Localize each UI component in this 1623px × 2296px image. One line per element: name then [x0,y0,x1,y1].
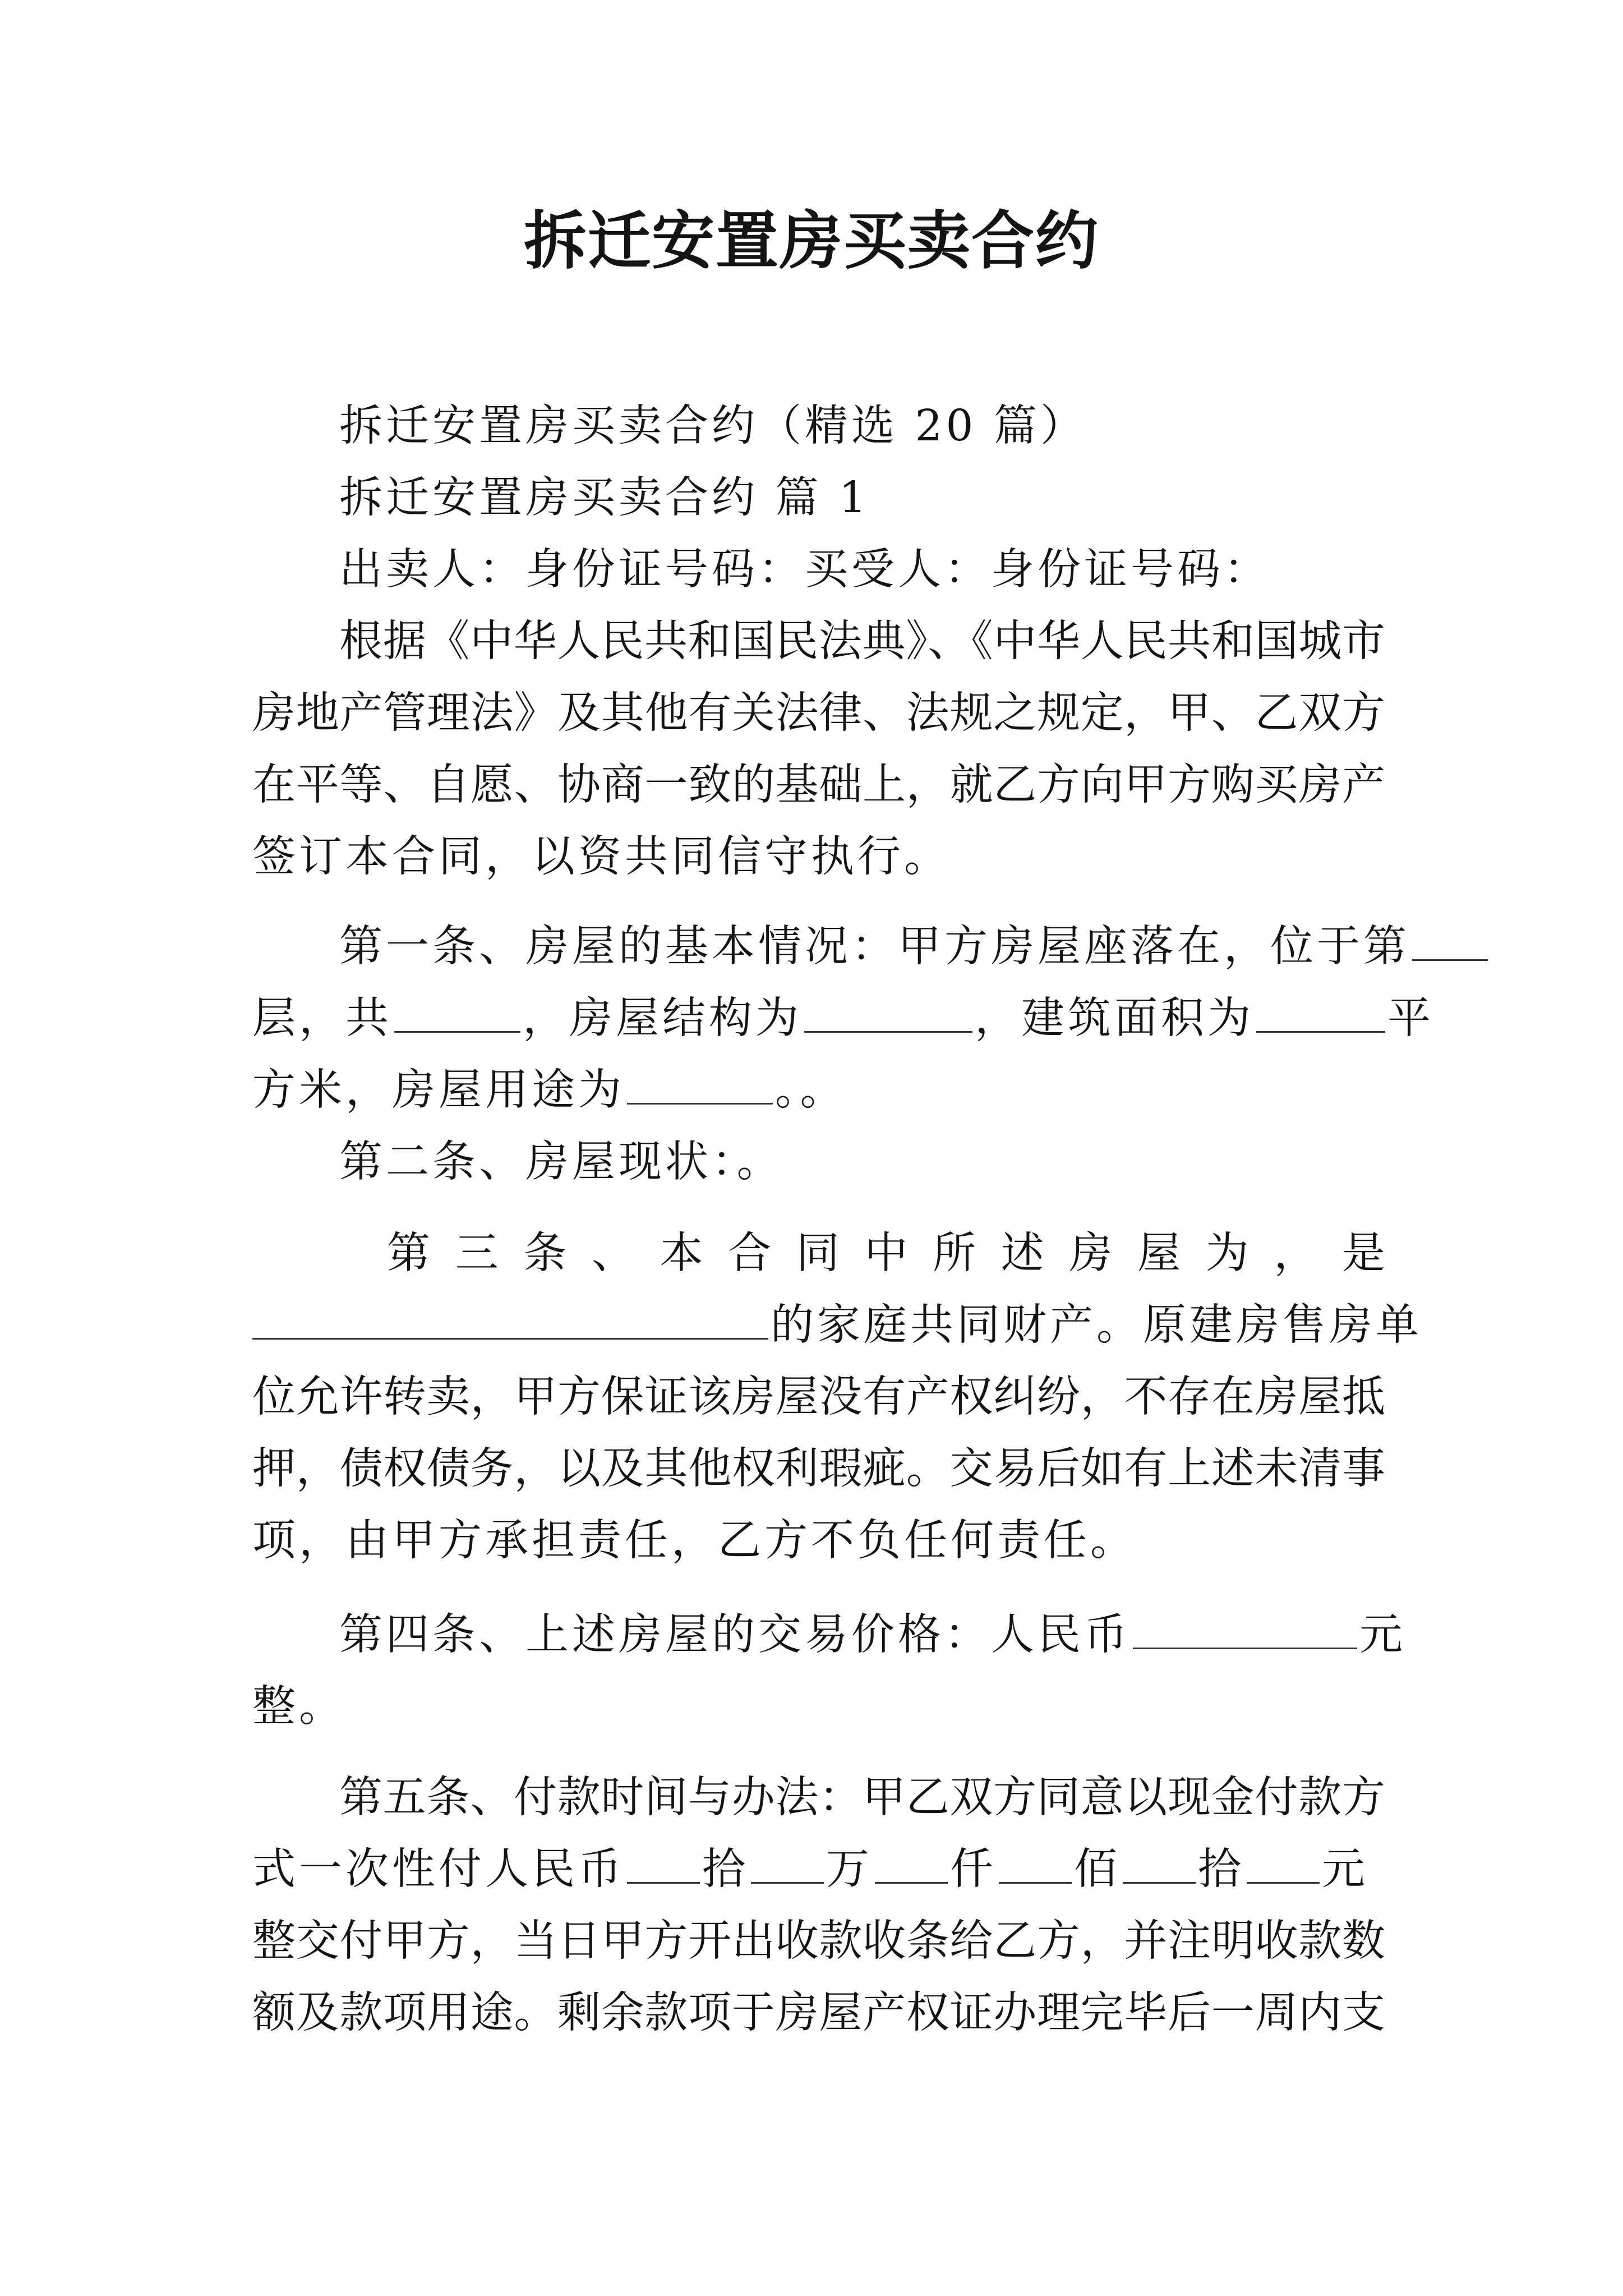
text-segment: 拾 [702,1844,749,1894]
section-heading: 拆迁安置房买卖合约 篇 1 [339,473,870,523]
text-segment: 。。 [775,1065,847,1115]
fill-blank [252,1299,768,1340]
text-segment: 第一条、房屋的基本情况：甲方房屋座落在，位于第 [339,922,1410,972]
text-segment: 佰 [1074,1844,1121,1894]
text-segment: 元 [1322,1844,1368,1894]
text-segment: 方米，房屋用途为 [252,1065,625,1115]
document-title: 拆迁安置房买卖合约 [524,205,1099,278]
text-segment: 的家庭共同财产。原建房售房单 [771,1300,1422,1350]
paragraph-line: 整交付甲方，当日甲方开出收款收条给乙方，并注明收款数 [252,1916,1385,1966]
article-1-line-2 [252,979,1434,1058]
text-segment: 仟 [950,1844,997,1894]
subtitle-line: 拆迁安置房买卖合约（精选 20 篇） [339,401,1087,451]
fill-blank [627,1064,773,1105]
fill-blank [1412,920,1488,961]
article-5-line-1: 第五条、付款时间与办法：甲乙双方同意以现金付款方 [339,1773,1385,1823]
article-5-line-2 [252,1830,1385,1909]
paragraph-line: 在平等、自愿、协商一致的基础上，就乙方向甲方购买房产 [252,760,1385,810]
paragraph-line: 项，由甲方承担责任，乙方不负任何责任。 [252,1516,1137,1566]
article-3-line-1: 第三条、本合同中所述房屋为，是 [387,1228,1385,1278]
text-segment: ，房屋结构为 [523,993,802,1043]
fill-blank [875,1843,948,1884]
article-2-line: 第二条、房屋现状：。 [339,1137,783,1187]
fill-blank [804,992,972,1033]
paragraph-line: 押，债权债务，以及其他权利瑕疵。交易后如有上述未清事 [252,1444,1385,1494]
article-1-line-3 [252,1051,1385,1130]
article-3-line-2 [252,1286,1422,1365]
fill-blank [1247,1843,1320,1884]
fill-blank [394,992,520,1033]
article-4-line-1 [339,1596,1406,1674]
text-segment: 拾 [1198,1844,1244,1894]
paragraph-line: 位允许转卖，甲方保证该房屋没有产权纠纷，不存在房屋抵 [252,1372,1385,1422]
fill-blank [627,1843,700,1884]
parties-line: 出卖人：身份证号码：买受人：身份证号码： [339,545,1270,595]
text-segment: ，建筑面积为 [975,993,1254,1043]
text-segment: 第四条、上述房屋的交易价格：人民币 [339,1610,1131,1660]
text-segment: 元 [1359,1610,1406,1660]
fill-blank [1133,1608,1357,1649]
text-segment: 层，共 [252,993,392,1043]
paragraph-line: 额及款项用途。剩余款项于房屋产权证办理完毕后一周内支 [252,1988,1385,2038]
text-segment: 式一次性付人民币 [252,1844,625,1894]
fill-blank [751,1843,824,1884]
paragraph-line: 房地产管理法》及其他有关法律、法规之规定，甲、乙双方 [252,688,1385,738]
fill-blank [1123,1843,1196,1884]
paragraph-line: 签订本合同，以资共同信守执行。 [252,832,951,882]
article-1-line-1 [339,908,1410,986]
fill-blank [999,1843,1072,1884]
fill-blank [1256,992,1385,1033]
text-segment: 平 [1387,993,1434,1043]
text-segment: 万 [826,1844,873,1894]
article-4-line-2: 整。 [252,1682,345,1732]
paragraph-line: 根据《中华人民共和国民法典》、《中华人民共和国城市 [339,616,1385,666]
